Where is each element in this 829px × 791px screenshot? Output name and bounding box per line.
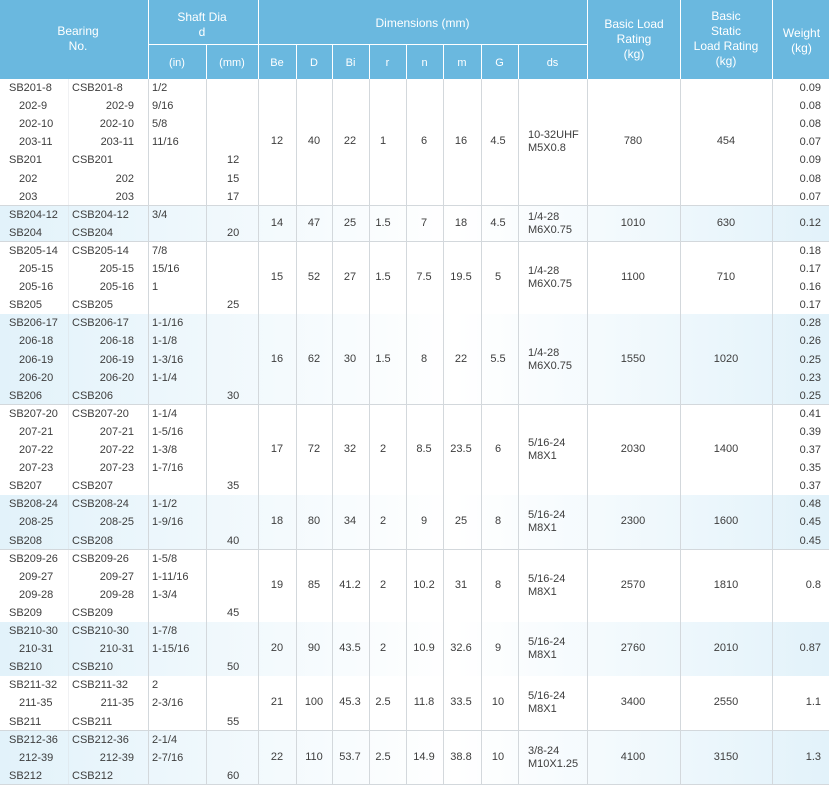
dimension-value: 8 xyxy=(494,578,502,591)
dimension-value: 41.2 xyxy=(339,578,361,591)
column-divider xyxy=(332,79,333,785)
bearing-csb-code: 203-11 xyxy=(100,136,134,149)
header-dim-m: m xyxy=(457,57,467,69)
basic-load-rating-value: 2300 xyxy=(620,515,646,528)
shaft-dia-in: 11/16 xyxy=(152,136,179,149)
dimension-value: 100 xyxy=(304,696,324,709)
bearing-sb-code: SB201 xyxy=(9,154,43,167)
shaft-dia-in: 1-11/16 xyxy=(152,570,189,583)
dimension-value: 53.7 xyxy=(339,750,361,763)
dimension-value: 14 xyxy=(270,216,284,229)
bearing-sb-code: SB212-36 xyxy=(9,733,58,746)
dimension-value: 31 xyxy=(454,578,468,591)
weight-value: 0.08 xyxy=(799,172,821,185)
dimension-value: 1.5 xyxy=(375,271,391,284)
shaft-dia-in: 1-1/16 xyxy=(152,317,184,330)
dimension-value: 6 xyxy=(494,443,502,456)
shaft-dia-in: 1-15/16 xyxy=(152,643,190,656)
dimension-value: 34 xyxy=(343,515,357,528)
dimension-value: 1.5 xyxy=(375,352,391,365)
bearing-sb-code: 206-19 xyxy=(19,353,54,366)
weight-value: 0.07 xyxy=(799,190,821,203)
dimension-value: 25 xyxy=(454,515,468,528)
basic-load-rating-value: 3400 xyxy=(620,696,646,709)
shaft-dia-in: 1-1/2 xyxy=(152,498,178,511)
shaft-dia-in: 2 xyxy=(152,679,159,692)
bearing-sb-code: 209-27 xyxy=(19,570,54,583)
weight-value: 1.3 xyxy=(805,750,821,763)
basic-load-rating-value: 780 xyxy=(623,135,643,148)
bearing-csb-code: CSB201 xyxy=(72,154,113,167)
bearing-sb-code: SB204 xyxy=(9,226,43,239)
ds-thread-spec: 5/16-24 M8X1 xyxy=(528,636,566,662)
shaft-dia-mm: 45 xyxy=(227,606,240,619)
bearing-sb-code: SB210 xyxy=(9,661,43,674)
weight-value: 0.37 xyxy=(799,480,821,493)
dimension-value: 72 xyxy=(307,443,321,456)
dimension-value: 21 xyxy=(270,696,284,709)
dimension-value: 1.5 xyxy=(375,216,391,229)
basic-load-rating-value: 2570 xyxy=(620,578,646,591)
dimension-value: 1 xyxy=(379,135,387,148)
column-divider xyxy=(369,79,370,785)
bearing-csb-code: 206-18 xyxy=(99,335,134,348)
static-load-rating-value: 710 xyxy=(716,271,736,284)
shaft-dia-in: 1-3/4 xyxy=(152,588,178,601)
bearing-sb-code: SB204-12 xyxy=(9,208,58,221)
shaft-dia-in: 1 xyxy=(152,281,159,294)
column-divider xyxy=(206,79,207,785)
column-divider xyxy=(481,79,482,785)
bearing-csb-code: CSB207 xyxy=(72,480,113,493)
dimension-value: 27 xyxy=(343,271,357,284)
dimension-value: 32.6 xyxy=(450,642,472,655)
ds-thread-spec: 1/4-28 M6X0.75 xyxy=(528,346,573,372)
dimension-value: 8 xyxy=(494,515,502,528)
dimension-value: 25 xyxy=(343,216,357,229)
column-divider xyxy=(587,79,588,785)
shaft-dia-mm: 12 xyxy=(227,154,240,167)
weight-value: 0.26 xyxy=(799,335,821,348)
shaft-dia-in: 9/16 xyxy=(152,100,174,113)
bearing-sb-code: SB207 xyxy=(9,480,43,493)
bearing-csb-code: CSB205-14 xyxy=(72,244,129,257)
bearing-csb-code: 205-16 xyxy=(99,281,134,294)
bearing-csb-code: CSB206 xyxy=(72,389,113,402)
dimension-value: 10 xyxy=(491,750,505,763)
shaft-dia-in: 1-1/4 xyxy=(152,407,178,420)
weight-value: 0.09 xyxy=(799,82,821,94)
column-divider xyxy=(258,79,259,785)
weight-value: 0.18 xyxy=(799,244,821,257)
static-load-rating-value: 2010 xyxy=(713,642,739,655)
dimension-value: 22 xyxy=(343,135,357,148)
dimension-value: 2 xyxy=(379,515,387,528)
dimension-value: 17 xyxy=(270,443,284,456)
bearing-csb-code: 202 xyxy=(115,172,134,185)
ds-thread-spec: 5/16-24 M8X1 xyxy=(528,572,566,598)
header-dim-bi: Bi xyxy=(345,57,356,69)
header-divider xyxy=(587,0,588,79)
shaft-dia-in: 15/16 xyxy=(152,263,180,275)
column-divider xyxy=(68,79,69,785)
bearing-csb-code: CSB210 xyxy=(72,661,113,674)
dimension-value: 16 xyxy=(270,352,284,365)
bearing-sb-code: 206-18 xyxy=(19,335,54,348)
bearing-sb-code: 203 xyxy=(19,190,38,203)
header-dim-ds: ds xyxy=(546,57,559,69)
dimension-value: 6 xyxy=(420,135,428,148)
weight-value: 0.45 xyxy=(799,534,821,547)
dimension-value: 2 xyxy=(379,443,387,456)
bearing-sb-code: SB212 xyxy=(9,769,43,782)
header-weight: Weight (kg) xyxy=(782,26,821,55)
dimension-value: 33.5 xyxy=(450,696,472,709)
bearing-csb-code: CSB211 xyxy=(72,715,113,728)
bearing-sb-code: 207-23 xyxy=(19,462,54,475)
column-divider xyxy=(296,79,297,785)
bearing-csb-code: CSB209-26 xyxy=(72,552,129,565)
bearing-csb-code: CSB209 xyxy=(72,606,113,619)
dimension-value: 18 xyxy=(270,515,284,528)
header-dim-r: r xyxy=(385,57,390,69)
dimension-value: 8 xyxy=(420,352,428,365)
bearing-csb-code: CSB204-12 xyxy=(72,208,129,221)
bearing-csb-code: CSB210-30 xyxy=(72,625,129,637)
header-dimensions: Dimensions (mm) xyxy=(375,16,470,30)
basic-load-rating-value: 2030 xyxy=(620,443,646,456)
shaft-dia-in: 1/2 xyxy=(152,82,168,94)
column-divider xyxy=(443,79,444,785)
dimension-value: 5.5 xyxy=(490,352,506,365)
header-dim-g: G xyxy=(495,57,504,69)
header-shaft-dia: Shaft Dia d xyxy=(177,10,227,39)
column-divider xyxy=(148,79,149,785)
dimension-value: 62 xyxy=(307,352,321,365)
bearing-csb-code: CSB201-8 xyxy=(72,82,123,94)
bearing-csb-code: 208-25 xyxy=(99,516,134,529)
weight-value: 0.25 xyxy=(799,353,821,366)
bearing-csb-code: CSB211-32 xyxy=(72,679,129,692)
bearing-sb-code: 202 xyxy=(19,172,38,185)
shaft-dia-in: 1-3/8 xyxy=(152,444,178,456)
bearing-sb-code: 206-20 xyxy=(19,371,54,384)
dimension-value: 85 xyxy=(307,578,321,591)
shaft-dia-mm: 30 xyxy=(227,389,240,402)
bearing-sb-code: SB205-14 xyxy=(9,244,58,257)
dimension-value: 15 xyxy=(270,271,284,284)
header-bearing-no: Bearing No. xyxy=(57,24,99,53)
bearing-csb-code: CSB206-17 xyxy=(72,317,129,330)
dimension-value: 45.3 xyxy=(339,696,361,709)
bearing-csb-code: CSB212 xyxy=(72,769,113,782)
bearing-csb-code: 207-21 xyxy=(99,425,134,438)
ds-thread-spec: 3/8-24 M10X1.25 xyxy=(528,744,579,770)
static-load-rating-value: 1600 xyxy=(713,515,739,528)
bearing-csb-code: 209-27 xyxy=(99,570,134,583)
ds-thread-spec: 5/16-24 M8X1 xyxy=(528,509,566,535)
shaft-dia-mm: 50 xyxy=(227,661,240,674)
dimension-value: 18 xyxy=(454,216,468,229)
shaft-dia-mm: 35 xyxy=(227,480,240,493)
weight-value: 0.39 xyxy=(799,425,821,438)
weight-value: 0.12 xyxy=(799,216,821,229)
dimension-value: 10 xyxy=(491,696,505,709)
bearing-csb-code: 211-35 xyxy=(100,697,134,710)
weight-value: 0.87 xyxy=(799,642,821,655)
ds-thread-spec: 1/4-28 M6X0.75 xyxy=(528,210,573,236)
dimension-value: 14.9 xyxy=(413,750,435,763)
shaft-dia-in: 1-9/16 xyxy=(152,516,184,529)
dimension-value: 9 xyxy=(494,642,502,655)
bearing-sb-code: SB206 xyxy=(9,389,43,402)
weight-value: 0.17 xyxy=(799,263,821,275)
shaft-dia-mm: 25 xyxy=(227,299,240,312)
dimension-value: 90 xyxy=(307,642,321,655)
bearing-sb-code: SB211-32 xyxy=(9,679,58,692)
shaft-dia-in: 1-5/16 xyxy=(152,425,184,438)
weight-value: 0.16 xyxy=(799,281,821,294)
bearing-sb-code: 207-21 xyxy=(19,425,54,438)
header-basic-load-rating: Basic Load Rating (kg) xyxy=(604,17,664,61)
column-divider xyxy=(518,79,519,785)
column-divider xyxy=(406,79,407,785)
weight-value: 0.41 xyxy=(799,407,821,420)
bearing-sb-code: 212-39 xyxy=(19,751,54,764)
dimension-value: 23.5 xyxy=(450,443,472,456)
weight-value: 0.07 xyxy=(799,136,821,149)
bearing-sb-code: 202-9 xyxy=(19,100,48,113)
dimension-value: 5 xyxy=(494,271,502,284)
dimension-value: 2.5 xyxy=(375,696,391,709)
dimension-value: 16 xyxy=(454,135,468,148)
bearing-csb-code: 207-23 xyxy=(99,462,134,475)
static-load-rating-value: 630 xyxy=(716,216,736,229)
bearing-sb-code: SB208 xyxy=(9,534,43,547)
bearing-csb-code: 210-31 xyxy=(99,643,134,656)
dimension-value: 9 xyxy=(420,515,428,528)
column-divider xyxy=(680,79,681,785)
header-divider xyxy=(148,44,587,45)
dimension-value: 2 xyxy=(379,578,387,591)
dimension-value: 8.5 xyxy=(416,443,432,456)
dimension-value: 32 xyxy=(343,443,357,456)
dimension-value: 52 xyxy=(307,271,321,284)
dimension-value: 11.8 xyxy=(413,696,435,709)
dimension-value: 22 xyxy=(454,352,468,365)
dimension-value: 7.5 xyxy=(416,271,432,284)
bearing-sb-code: SB206-17 xyxy=(9,317,58,330)
bearing-sb-code: 205-16 xyxy=(19,281,54,294)
dimension-value: 2.5 xyxy=(375,750,391,763)
header-divider xyxy=(148,0,149,79)
header-divider xyxy=(680,0,681,79)
static-load-rating-value: 1020 xyxy=(713,352,739,365)
static-load-rating-value: 3150 xyxy=(713,750,739,763)
shaft-dia-mm: 40 xyxy=(227,534,240,547)
dimension-value: 19 xyxy=(270,578,284,591)
bearing-sb-code: SB209 xyxy=(9,606,43,619)
header-unit-in: (in) xyxy=(169,57,185,69)
bearing-csb-code: 209-28 xyxy=(99,588,134,601)
shaft-dia-in: 5/8 xyxy=(152,118,168,131)
bearing-csb-code: 206-20 xyxy=(99,371,134,384)
dimension-value: 10.2 xyxy=(413,578,435,591)
shaft-dia-in: 7/8 xyxy=(152,244,168,257)
bearing-sb-code: 203-11 xyxy=(19,136,53,149)
shaft-dia-in: 1-1/8 xyxy=(152,335,178,348)
bearing-sb-code: SB210-30 xyxy=(9,625,58,637)
header-divider xyxy=(772,0,773,79)
header-dim-n: n xyxy=(421,57,428,69)
dimension-value: 38.8 xyxy=(450,750,472,763)
bearing-csb-code: 207-22 xyxy=(99,444,134,456)
bearing-csb-code: CSB208-24 xyxy=(72,498,129,511)
weight-value: 0.48 xyxy=(799,498,821,511)
static-load-rating-value: 2550 xyxy=(713,696,739,709)
weight-value: 0.28 xyxy=(799,317,821,330)
dimension-value: 4.5 xyxy=(490,135,506,148)
bearing-sb-code: 209-28 xyxy=(19,588,54,601)
dimension-value: 30 xyxy=(343,352,357,365)
bearing-sb-code: 208-25 xyxy=(19,516,54,529)
bearing-sb-code: SB201-8 xyxy=(9,82,52,94)
shaft-dia-mm: 15 xyxy=(227,172,240,185)
shaft-dia-in: 1-1/4 xyxy=(152,371,178,384)
basic-load-rating-value: 2760 xyxy=(620,642,646,655)
weight-value: 0.35 xyxy=(799,462,821,475)
bearing-sb-code: 210-31 xyxy=(19,643,54,656)
row-divider xyxy=(0,784,829,785)
bearing-sb-code: SB208-24 xyxy=(9,498,58,511)
weight-value: 0.17 xyxy=(799,299,821,312)
basic-load-rating-value: 4100 xyxy=(620,750,646,763)
shaft-dia-in: 3/4 xyxy=(152,208,168,221)
dimension-value: 10.9 xyxy=(413,642,435,655)
shaft-dia-in: 2-1/4 xyxy=(152,733,178,746)
bearing-sb-code: SB207-20 xyxy=(9,407,58,420)
shaft-dia-in: 1-7/8 xyxy=(152,625,178,637)
bearing-csb-code: CSB208 xyxy=(72,534,113,547)
bearing-sb-code: SB211 xyxy=(9,715,42,728)
bearing-csb-code: 205-15 xyxy=(99,263,134,275)
ds-thread-spec: 1/4-28 M6X0.75 xyxy=(528,265,573,291)
basic-load-rating-value: 1550 xyxy=(620,352,646,365)
header-basic-static-load-rating: Basic Static Load Rating (kg) xyxy=(693,9,759,68)
weight-value: 0.37 xyxy=(799,444,821,456)
ds-thread-spec: 10-32UHF M5X0.8 xyxy=(528,129,579,155)
shaft-dia-mm: 55 xyxy=(227,715,240,728)
basic-load-rating-value: 1100 xyxy=(621,271,645,284)
dimension-value: 12 xyxy=(270,135,284,148)
dimension-value: 20 xyxy=(270,642,284,655)
shaft-dia-in: 1-3/16 xyxy=(152,353,184,366)
bearing-csb-code: 212-39 xyxy=(99,751,134,764)
header-dim-d: D xyxy=(310,57,318,69)
dimension-value: 47 xyxy=(307,216,321,229)
bearing-sb-code: 205-15 xyxy=(19,263,54,275)
static-load-rating-value: 1400 xyxy=(713,443,739,456)
dimension-value: 7 xyxy=(420,216,428,229)
weight-value: 0.09 xyxy=(799,154,821,167)
shaft-dia-mm: 20 xyxy=(227,226,240,239)
weight-value: 0.45 xyxy=(799,516,821,529)
header-dim-be: Be xyxy=(270,57,284,69)
shaft-dia-in: 2-7/16 xyxy=(152,751,184,764)
dimension-value: 40 xyxy=(307,135,321,148)
weight-value: 0.23 xyxy=(799,371,821,384)
dimension-value: 80 xyxy=(307,515,321,528)
bearing-sb-code: 207-22 xyxy=(19,444,54,456)
shaft-dia-in: 1-5/8 xyxy=(152,552,178,565)
weight-value: 0.8 xyxy=(805,578,821,591)
bearing-csb-code: 206-19 xyxy=(99,353,134,366)
basic-load-rating-value: 1010 xyxy=(620,216,646,229)
shaft-dia-in: 1-7/16 xyxy=(152,462,184,475)
dimension-value: 22 xyxy=(270,750,284,763)
bearing-csb-code: CSB207-20 xyxy=(72,407,129,420)
static-load-rating-value: 1810 xyxy=(713,578,739,591)
bearing-csb-code: CSB204 xyxy=(72,226,113,239)
weight-value: 0.08 xyxy=(799,100,821,113)
ds-thread-spec: 5/16-24 M8X1 xyxy=(528,690,566,716)
bearing-csb-code: 202-9 xyxy=(105,100,134,113)
ds-thread-spec: 5/16-24 M8X1 xyxy=(528,437,566,463)
dimension-value: 2 xyxy=(379,642,387,655)
static-load-rating-value: 454 xyxy=(716,135,736,148)
shaft-dia-mm: 60 xyxy=(227,769,240,782)
bearing-sb-code: SB205 xyxy=(9,299,43,312)
dimension-value: 19.5 xyxy=(450,271,472,284)
bearing-csb-code: 202-10 xyxy=(99,118,134,131)
weight-value: 1.1 xyxy=(805,696,821,709)
shaft-dia-mm: 17 xyxy=(227,190,240,203)
header-unit-mm: (mm) xyxy=(219,57,245,69)
bearing-sb-code: 202-10 xyxy=(19,118,54,131)
weight-value: 0.08 xyxy=(799,118,821,131)
bearing-csb-code: CSB205 xyxy=(72,299,113,312)
shaft-dia-in: 2-3/16 xyxy=(152,697,184,710)
column-divider xyxy=(772,79,773,785)
bearing-sb-code: SB209-26 xyxy=(9,552,58,565)
weight-value: 0.25 xyxy=(799,389,821,402)
bearing-sb-code: 211-35 xyxy=(19,697,53,710)
bearing-csb-code: 203 xyxy=(115,190,134,203)
bearing-csb-code: CSB212-36 xyxy=(72,733,129,746)
dimension-value: 43.5 xyxy=(339,642,361,655)
dimension-value: 110 xyxy=(305,750,323,763)
dimension-value: 4.5 xyxy=(490,216,506,229)
